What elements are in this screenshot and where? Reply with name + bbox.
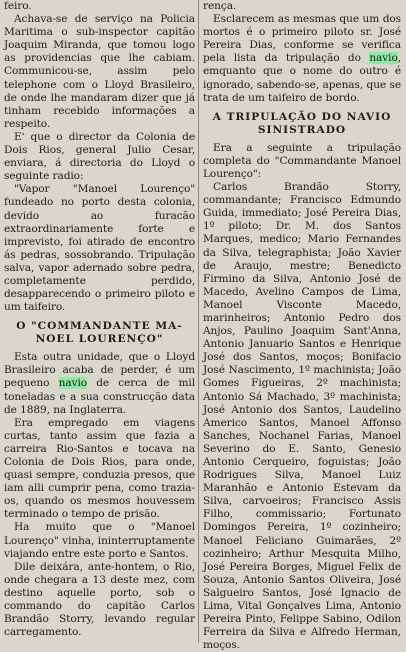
paragraph-fragment: rença.: [203, 0, 237, 12]
paragraph: [203, 13, 401, 105]
paragraph: Achava-se de serviço na Policia Maritima o sub-inspector capitão Joaquim Miranda, que tomou logo as providencias que lhe cabiam. Communicou-se, assim pelo telephone com o Lloyd Brasileiro, de onde lhe mandaram dizer que já tinham recebido informações a respeito.: [4, 13, 195, 130]
column-divider: [198, 0, 199, 643]
paragraph: "Vapor "Manoel Lourenço" fundeado no porto desta colonia, devido ao furacão extraordinariamente forte e imprevisto, foi atirado de encontro ás pedras, sossobrando. Tripulação salva, vapor adernado sobre pedra, completamente perdido, desapparecendo o primeiro piloto e um taifeiro.: [4, 183, 195, 314]
section-heading: A TRIPULAÇÃO DO NAVIO SINISTRADO: [212, 110, 392, 136]
right-column: [203, 0, 401, 652]
text-run: Esta outra unidade, que o Lloyd Brasileiro acaba de perder, é um pequeno: [4, 351, 195, 390]
paragraph: E' que o director da Colonia de Dois Rios, general Julio Cesar, enviara, á directoria do Lloyd o seguinte radio:: [4, 130, 195, 183]
paragraph: Era a seguinte a tripulação completa do "Commandante Manoel Lourenço":: [203, 141, 401, 180]
paragraph: Carlos Brandão Storry, commandante; Francisco Edmundo Guida, immediato; José Pereira Dias, 1º piloto; Dr. M. dos Santos Marques, medico; Mario Fernandes da Silva, telegraphista; João Xavier de Araujo, mestre; Benedicto Firmino da Silva, Antonio José de Macedo, Avelino Campos de Lima, Manoel Visconte Macedo, marinheiros; Antonio Pedro dos Anjos, Paulino Joaquim Sant'Anna, Antonio Januario Santos e Henrique José dos Santos, moços; Bonifacio José Nascimento, 1º machinista; João Gomes Figueiras, 2º machinista; Antonio Sá Machado, 3º machinista; José Antonio dos Santos, Laudelino Americo Santos, Manoel Affonso Sanches, Nochanel Farias, Manoel Severino do E. Santo, Genesio Antonio Cerqueiro, foguistas; João Rodrigues Silva, Manoel Luiz Maranhão e Antonio Estevam da Silva, carvoeiros; Francisco Assis Filho, commissario; Fortunato Domingos Pereira, 1º cozinheiro; Manoel Feliciano Guimarães, 2º cozinheiro; Arthur Mesquita Milho, José Pereira Borges, Miguel Felix de Souza, Antonio Santos Oliveira, José Salgueiro Santos, José Ignacio de Lima, Vital Gonçalves Lima, Antonio Pereira Pinto, Felippe Sabino, Odilon Ferreira da Silva e Alfredo Herman, moços.: [203, 181, 401, 652]
paragraph: [4, 351, 195, 416]
paragraph: Era empregado em viagens curtas, tanto assim que fazia a carreira Rio-Santos e tocava na Colonia de Dois Rios, para onde, quasi sempre, conduzia presos, que iam alli cumprir pena, como trazia-os, quando os mesmos houvessem terminado o tempo de prisão.: [4, 416, 195, 521]
text-run: , emquanto que o nome do outro é ignorado, sabendo-se, apenas, que se trata de um taifeiro de bordo.: [203, 52, 401, 104]
highlighted-word: navio: [369, 52, 398, 65]
paragraph: Dile deixára, ante-hontem, o Rio, onde chegara a 13 deste mez, com destino aquelle porto, sob o commando do capitão Carlos Brandão Storry, levando regular carregamento.: [4, 560, 195, 639]
text-run: de cerca de mil toneladas e a sua construcção data de 1889, na Inglaterra.: [4, 377, 195, 416]
section-heading: O "COMMANDANTE MA- NOEL LOURENÇO": [16, 320, 183, 346]
left-column: [4, 0, 195, 643]
highlighted-word: navio: [58, 377, 88, 390]
paragraph: Ha muito que o "Manoel Lourenço" vinha, ininterruptamente viajando entre este porto e Santos.: [4, 521, 195, 560]
text-run: Esclarecem as mesmas que um dos mortos é o primeiro piloto sr. José Pereira Dias, conforme se verifica pela lista da tripulação do: [203, 13, 401, 65]
paragraph-fragment: feiro.: [4, 0, 32, 12]
